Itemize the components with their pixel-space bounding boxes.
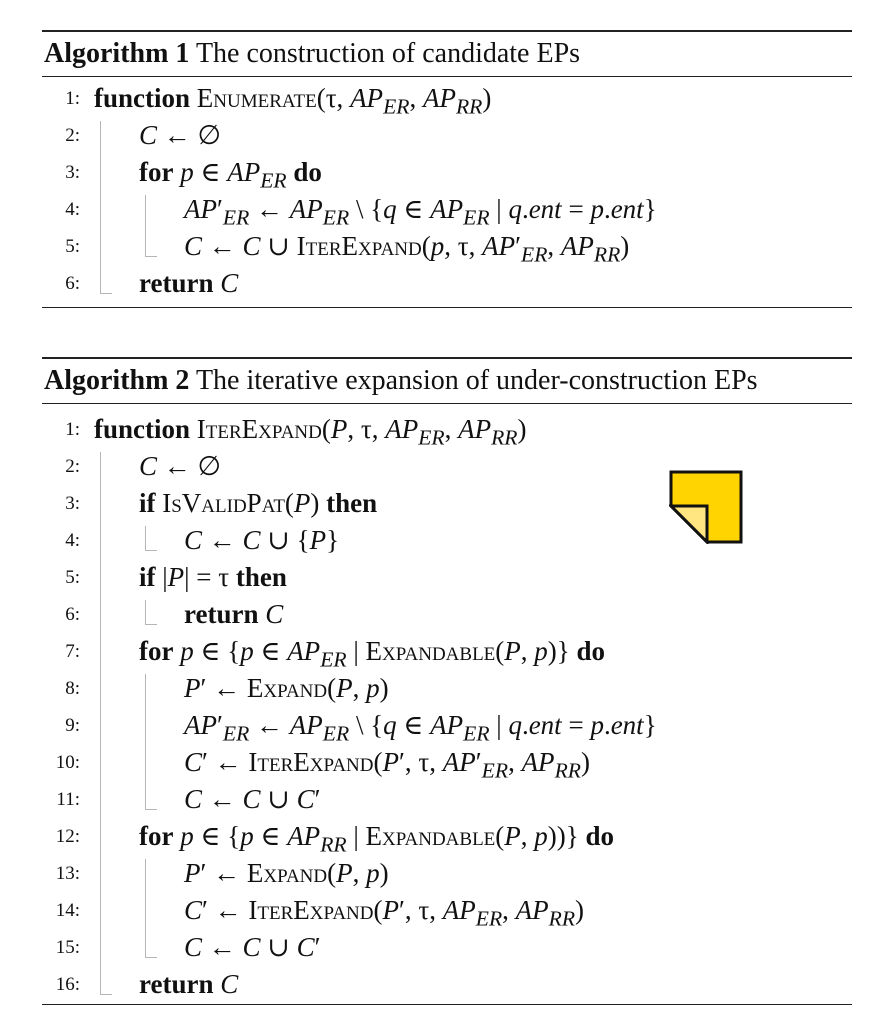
indent-guide-end bbox=[145, 957, 157, 958]
bottom-rule bbox=[42, 307, 852, 308]
sticky-note-fold bbox=[671, 506, 707, 542]
line-number: 10: bbox=[55, 752, 80, 773]
indent-guide bbox=[145, 674, 146, 810]
line-number: 13: bbox=[55, 863, 80, 884]
algorithm-1-block bbox=[42, 30, 852, 308]
code-text: P′ ← Expand(P, p) bbox=[184, 858, 389, 888]
line-number: 2: bbox=[65, 456, 80, 477]
bottom-rule bbox=[42, 1004, 852, 1005]
code-text: for p ∈ {p ∈ $AP_{RR}$ | Expandable(P, p))} do bbox=[139, 821, 615, 857]
code-text: C′ ← IterExpand(P′, τ, $AP'_{ER}$, $AP_{RR}$) bbox=[184, 747, 590, 783]
line-number: 15: bbox=[55, 937, 80, 958]
code-text: if |P| = τ then bbox=[139, 562, 287, 592]
line-number: 1: bbox=[65, 419, 80, 440]
code-text: $AP'_{ER}$ ← $AP_{ER}$ \ {q ∈ $AP_{ER}$ | q.ent = p.ent} bbox=[184, 194, 657, 230]
code-text: function IterExpand(P, τ, $AP_{ER}$, $AP_{RR}$) bbox=[94, 414, 527, 450]
sticky-note-icon[interactable] bbox=[669, 470, 743, 544]
indent-guide bbox=[145, 195, 146, 257]
caption-text: The iterative expansion of under-construction EPs bbox=[195, 365, 758, 396]
indent-guide-end bbox=[100, 994, 112, 995]
indent-guide-end bbox=[145, 256, 157, 257]
code-text: C ← C ∪ C′ bbox=[184, 784, 321, 814]
line-number: 3: bbox=[65, 162, 80, 183]
indent-guide-end bbox=[100, 293, 112, 294]
line-number: 7: bbox=[65, 641, 80, 662]
indent-guide bbox=[100, 452, 101, 995]
line-number: 5: bbox=[65, 567, 80, 588]
code-text: C ← ∅ bbox=[139, 120, 222, 150]
code-text: C ← C ∪ IterExpand(p, τ, $AP'_{ER}$, $AP_{RR}$) bbox=[184, 231, 630, 267]
code-text: return C bbox=[139, 268, 239, 298]
indent-guide bbox=[145, 600, 146, 625]
code-text: C ← C ∪ {P} bbox=[184, 525, 340, 555]
pseudocode-body bbox=[42, 77, 852, 307]
indent-guide-end bbox=[145, 624, 157, 625]
code-text: for p ∈ {p ∈ $AP_{ER}$ | Expandable(P, p)} do bbox=[139, 636, 606, 672]
caption-text: The construction of candidate EPs bbox=[195, 38, 581, 69]
line-number: 6: bbox=[65, 604, 80, 625]
line-number: 8: bbox=[65, 678, 80, 699]
indent-guide-end bbox=[145, 550, 157, 551]
algorithm-caption bbox=[42, 32, 852, 76]
algorithm-2-block bbox=[42, 357, 852, 1005]
code-text: for p ∈ $AP_{ER}$ do bbox=[139, 157, 322, 193]
line-number: 11: bbox=[56, 789, 80, 810]
code-text: return C bbox=[184, 599, 284, 629]
caption-label: Algorithm 1 bbox=[44, 38, 190, 69]
indent-guide bbox=[100, 121, 101, 294]
line-number: 2: bbox=[65, 125, 80, 146]
line-number: 16: bbox=[55, 974, 80, 995]
line-number: 3: bbox=[65, 493, 80, 514]
line-number: 1: bbox=[65, 88, 80, 109]
line-number: 12: bbox=[55, 826, 80, 847]
code-text: P′ ← Expand(P, p) bbox=[184, 673, 389, 703]
line-number: 4: bbox=[65, 199, 80, 220]
caption-label: Algorithm 2 bbox=[44, 365, 190, 396]
code-text: return C bbox=[139, 969, 239, 999]
algorithm-caption bbox=[42, 359, 852, 403]
line-number: 14: bbox=[55, 900, 80, 921]
code-text: if IsValidPat(P) then bbox=[139, 488, 378, 518]
line-number: 9: bbox=[65, 715, 80, 736]
indent-guide bbox=[145, 859, 146, 958]
line-number: 4: bbox=[65, 530, 80, 551]
code-text: function Enumerate(τ, $AP_{ER}$, $AP_{RR}$) bbox=[94, 83, 492, 119]
code-text: $AP'_{ER}$ ← $AP_{ER}$ \ {q ∈ $AP_{ER}$ | q.ent = p.ent} bbox=[184, 710, 657, 746]
code-text: C ← ∅ bbox=[139, 451, 222, 481]
code-text: C ← C ∪ C′ bbox=[184, 932, 321, 962]
line-number: 6: bbox=[65, 273, 80, 294]
indent-guide bbox=[145, 526, 146, 551]
indent-guide-end bbox=[145, 809, 157, 810]
line-number: 5: bbox=[65, 236, 80, 257]
code-text: C′ ← IterExpand(P′, τ, $AP_{ER}$, $AP_{RR}$) bbox=[184, 895, 585, 931]
